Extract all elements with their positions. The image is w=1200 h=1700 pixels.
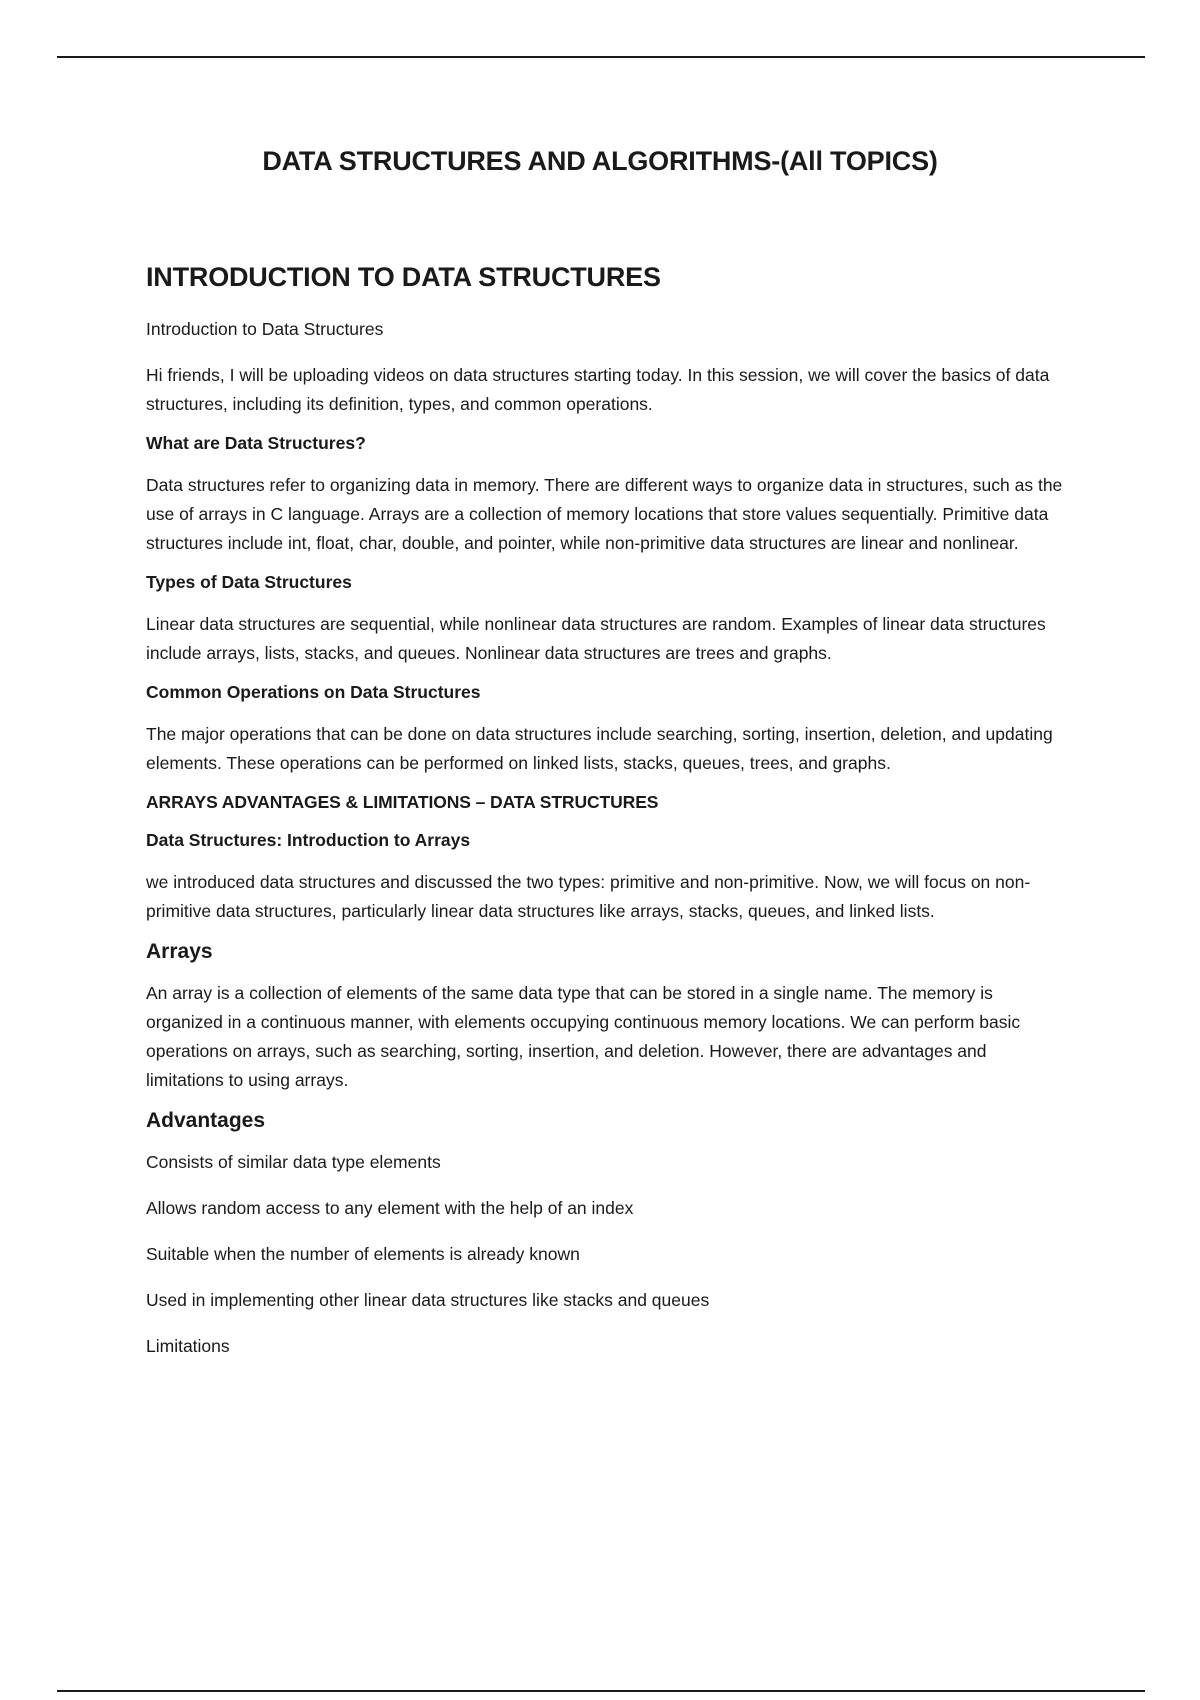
document-body (146, 262, 1066, 1378)
operations-heading: Common Operations on Data Structures (146, 682, 481, 702)
what-heading: What are Data Structures? (146, 433, 366, 453)
what-paragraph: Data structures refer to organizing data in memory. There are different ways to organize data in structures, such as the use of arrays in C language. Arrays are a collection of memory locations that store values sequentially. Primitive data structures include int, float, char, double, and pointer, while non-primitive data structures are linear and nonlinear. (146, 475, 1063, 553)
document-title: DATA STRUCTURES AND ALGORITHMS-(All TOPICS) (262, 146, 938, 176)
section-heading: INTRODUCTION TO DATA STRUCTURES (146, 262, 661, 292)
arrays-intro-paragraph: we introduced data structures and discussed the two types: primitive and non-primitive. Now, we will focus on non-primitive data structures, particularly linear data structures like arrays, stacks, queues, and linked lists. (146, 872, 1031, 921)
advantage-item: Used in implementing other linear data structures like stacks and queues (146, 1290, 710, 1310)
advantage-item: Allows random access to any element with the help of an index (146, 1198, 634, 1218)
types-paragraph: Linear data structures are sequential, while nonlinear data structures are random. Examples of linear data structures include arrays, lists, stacks, and queues. Nonlinear data structures are trees and graphs. (146, 614, 1046, 663)
arrays-advantages-heading: ARRAYS ADVANTAGES & LIMITATIONS – DATA STRUCTURES (146, 792, 659, 812)
bottom-rule (57, 1690, 1145, 1692)
intro-paragraph: Hi friends, I will be uploading videos on data structures starting today. In this session, we will cover the basics of data structures, including its definition, types, and common operations. (146, 365, 1050, 414)
advantage-item: Consists of similar data type elements (146, 1152, 441, 1172)
arrays-intro-heading: Data Structures: Introduction to Arrays (146, 830, 471, 850)
advantages-heading: Advantages (146, 1109, 266, 1132)
limitations-label: Limitations (146, 1336, 230, 1356)
arrays-heading: Arrays (146, 940, 213, 963)
arrays-paragraph: An array is a collection of elements of the same data type that can be stored in a single name. The memory is organized in a continuous manner, with elements occupying continuous memory locations. We can perform basic operations on arrays, such as searching, sorting, insertion, and deletion. However, there are advantages and limitations to using arrays. (146, 983, 1021, 1090)
intro-label: Introduction to Data Structures (146, 319, 384, 339)
advantage-item: Suitable when the number of elements is already known (146, 1244, 580, 1264)
types-heading: Types of Data Structures (146, 572, 352, 592)
operations-paragraph: The major operations that can be done on data structures include searching, sorting, insertion, deletion, and updating elements. These operations can be performed on linked lists, stacks, queues, trees, and graphs. (146, 724, 1053, 773)
top-rule (57, 56, 1145, 58)
